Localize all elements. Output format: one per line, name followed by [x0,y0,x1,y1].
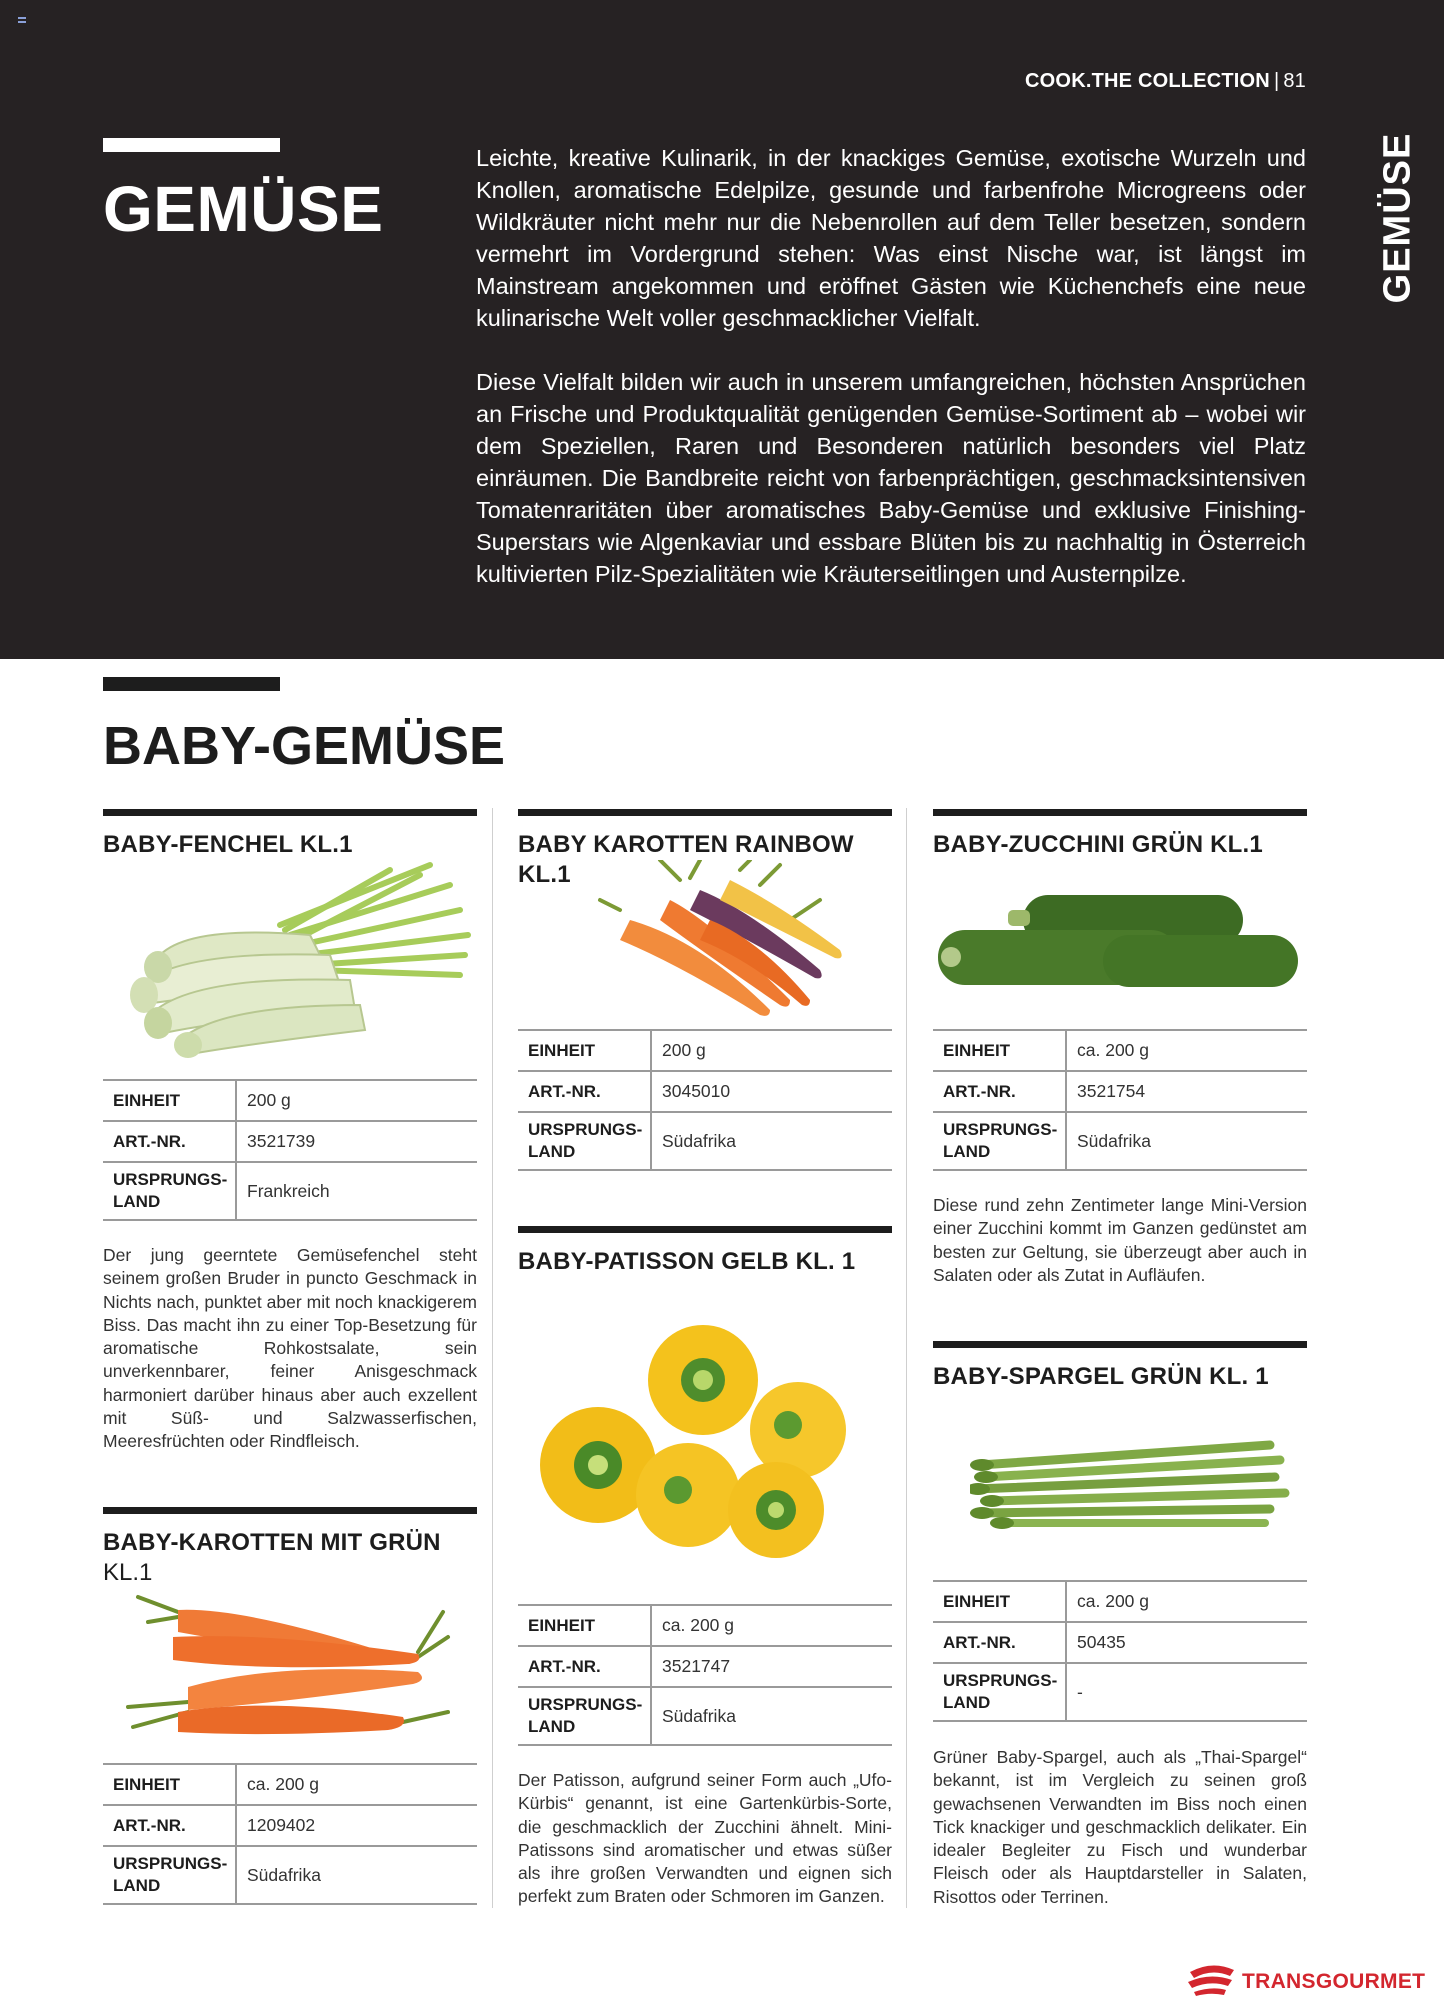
product-description: Der jung geerntete Gemüsefenchel steht seinem großen Bruder in puncto Geschmack in Nichts nach, punktet aber mit noch knackigerem Biss. Das macht ihn zu einer Top-Besetzung für aromatische Rohkostsalate, sein unverkennbarer, feiner Anisgeschmack harmoniert darüber hinaus aber auch exzellent mit Süß- und Salzwasserfischen, Meeresfrüchten oder Rindfleisch. [103,1245,477,1452]
origin-label: URSPRUNGS- LAND [933,1663,1066,1721]
logo-mark-icon [1186,1962,1238,1996]
spec-table [103,1079,477,1221]
fennel-image [130,855,475,1060]
spec-table [518,1029,892,1171]
title-bar-decoration [103,138,280,152]
product-name: BABY-KAROTTEN MIT GRÜN [103,1529,441,1556]
origin-label: URSPRUNGS- LAND [518,1112,651,1170]
product-baby-karotten-mit-gruen [103,1507,477,1588]
art-nr-label: ART.-NR. [933,1622,1066,1663]
art-nr-value: 50435 [1066,1622,1307,1663]
unit-label: EINHEIT [933,1581,1066,1622]
product-name: BABY-ZUCCHINI GRÜN KL.1 [933,831,1263,858]
origin-value: Südafrika [1066,1112,1307,1170]
art-nr-label: ART.-NR. [103,1805,236,1846]
product-baby-spargel [933,1341,1307,1392]
product-class: KL.1 [103,1559,153,1586]
side-tab-label: GEMÜSE [1376,132,1419,304]
origin-value: Südafrika [236,1846,477,1904]
unit-value: ca. 200 g [651,1605,892,1646]
zucchini-image [933,885,1303,995]
spec-table [103,1763,477,1905]
intro-paragraph-2: Diese Vielfalt bilden wir auch in unserem umfangreichen, höchsten Ansprüchen an Frische und Produktqualität genügenden Gemüse-Sortiment ab – wobei wir dem Speziellen, Raren und Besonderen natürlich besonders viel Platz einräumen. Die Bandbreite reicht von farbenprächtigen, geschmacksintensiven Tomatenraritäten über aromatisches Baby-Gemüse und exklusive Finishing-Superstars wie Algenkaviar und essbare Blüten bis zu nachhaltig in Österreich kultivierten Pilz-Spezialitäten wie Kräuterseitlingen und Austernpilze. [476,369,1306,587]
section-title: BABY-GEMÜSE [103,716,506,776]
page-title: GEMÜSE [103,173,384,245]
product-name: BABY-FENCHEL KL.1 [103,831,353,858]
art-nr-label: ART.-NR. [103,1121,236,1162]
product-baby-zucchini [933,809,1307,860]
art-nr-value: 3521747 [651,1646,892,1687]
product-name: BABY-SPARGEL GRÜN KL. 1 [933,1363,1269,1390]
unit-label: EINHEIT [518,1605,651,1646]
unit-value: 200 g [651,1030,892,1071]
origin-label: URSPRUNGS- LAND [933,1112,1066,1170]
patisson-image [528,1325,883,1560]
publication-name: COOK.THE COLLECTION [1025,70,1270,92]
column-divider [492,808,493,1908]
unit-label: EINHEIT [518,1030,651,1071]
spec-table [933,1580,1307,1722]
unit-label: EINHEIT [933,1030,1066,1071]
unit-value: ca. 200 g [1066,1030,1307,1071]
origin-value: Südafrika [651,1112,892,1170]
product-description: Der Patisson, aufgrund seiner Form auch „Ufo-Kürbis“ genannt, ist eine Gartenkürbis-Sorte, die geschmacklich der Zucchini ähnelt. Mini-Patissons sind aromatischer und etwas süßer als ihre großen Verwandten und eignen sich perfekt zum Braten oder Schmoren im Ganzen. [518,1770,892,1907]
section-bar-decoration [103,677,280,691]
origin-label: URSPRUNGS- LAND [518,1687,651,1745]
product-baby-fenchel [103,809,477,860]
art-nr-value: 3521754 [1066,1071,1307,1112]
product-name: BABY KAROTTEN RAINBOW KL.1 [518,831,854,888]
carrot-image [118,1592,458,1752]
origin-value: - [1066,1663,1307,1721]
spec-table [933,1029,1307,1171]
origin-label: URSPRUNGS- LAND [103,1162,236,1220]
art-nr-value: 1209402 [236,1805,477,1846]
rainbow-carrot-image [590,860,850,1020]
unit-value: ca. 200 g [1066,1581,1307,1622]
product-name: BABY-PATISSON GELB KL. 1 [518,1248,856,1275]
art-nr-label: ART.-NR. [518,1071,651,1112]
art-nr-value: 3521739 [236,1121,477,1162]
origin-label: URSPRUNGS- LAND [103,1846,236,1904]
page-number: 81 [1283,70,1306,92]
side-tab [1368,128,1428,308]
origin-value: Frankreich [236,1162,477,1220]
art-nr-label: ART.-NR. [933,1071,1066,1112]
intro-paragraph-1: Leichte, kreative Kulinarik, in der knackiges Gemüse, exotische Wurzeln und Knollen, aromatische Edelpilze, gesunde und farbenfrohe Microgreens oder Wildkräuter nicht mehr nur die Nebenrollen auf dem Teller besetzen, sondern vermehrt im Vordergrund stehen: Was einst Nische war, ist längst im Mainstream angekommen und eröffnet Gästen wie Küchenchefs eine neue kulinarische Welt voller geschmacklicher Vielfalt. [476,145,1306,331]
unit-value: ca. 200 g [236,1764,477,1805]
product-baby-patisson [518,1226,892,1277]
menu-icon[interactable] [18,17,26,23]
intro-text [476,142,1306,590]
folio: COOK.THE COLLECTION | 81 [1025,70,1306,92]
transgourmet-logo [1186,1962,1426,1996]
product-description: Grüner Baby-Spargel, auch als „Thai-Spargel“ bekannt, ist im Vergleich zu seinen groß gewachsenen Verwandten im Biss noch einen Tick knackiger und geschmacklich delikater. Ein idealer Begleiter zu Fisch und wunderbar Fleisch oder als Hauptdarsteller in Salaten, Risottos oder Terrinen. [933,1747,1307,1907]
brand-name: TRANSGOURMET [1242,1970,1426,1993]
unit-label: EINHEIT [103,1080,236,1121]
header-band [0,0,1444,659]
art-nr-label: ART.-NR. [518,1646,651,1687]
spec-table [518,1604,892,1746]
asparagus-image [970,1425,1290,1535]
column-divider [906,808,907,1908]
origin-value: Südafrika [651,1687,892,1745]
product-description: Diese rund zehn Zentimeter lange Mini-Version einer Zucchini kommt im Ganzen gedünstet am besten zur Geltung, sie überzeugt aber auch in Salaten oder als Zutat in Aufläufen. [933,1195,1307,1285]
unit-label: EINHEIT [103,1764,236,1805]
unit-value: 200 g [236,1080,477,1121]
art-nr-value: 3045010 [651,1071,892,1112]
